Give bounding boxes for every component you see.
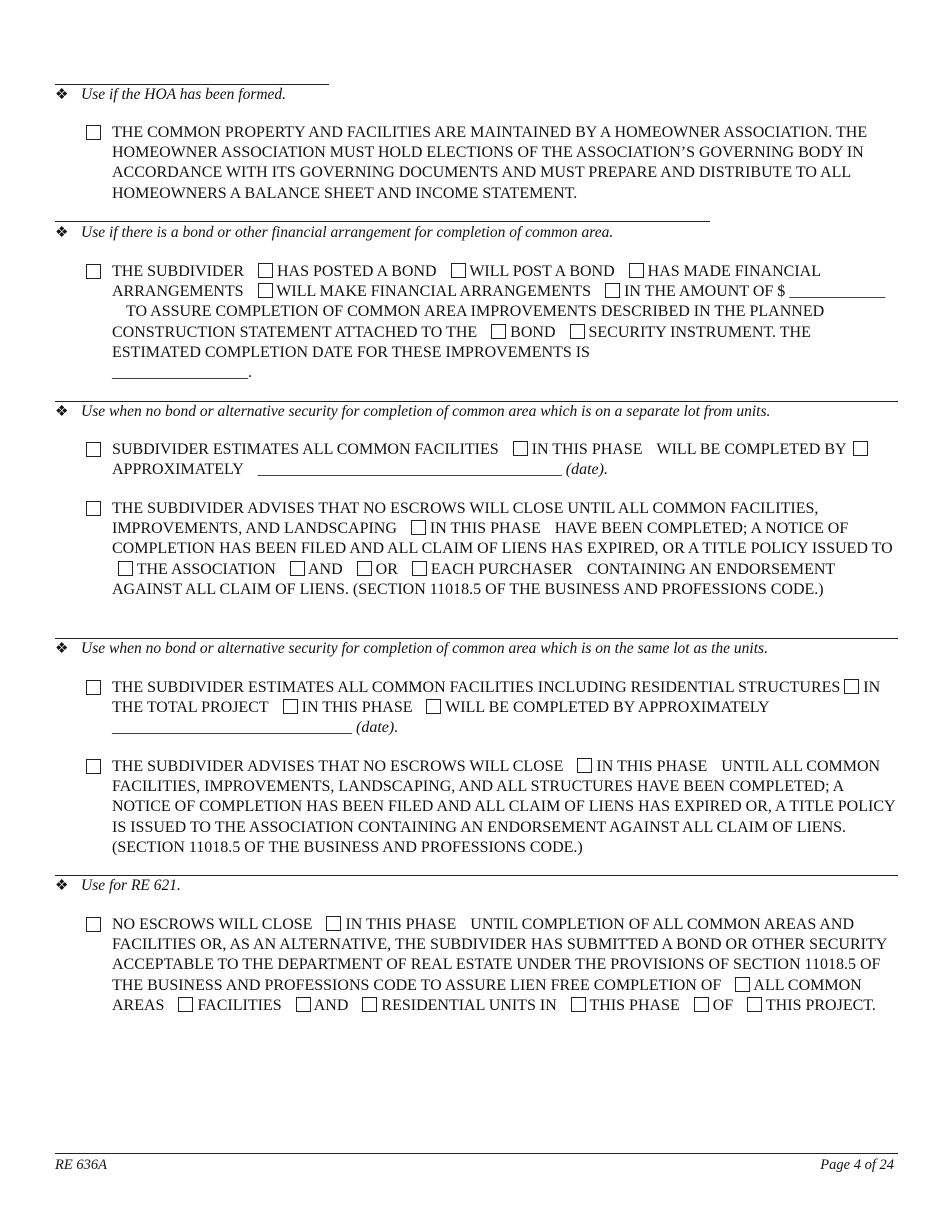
separate-escrow-phase-label: IN THIS PHASE <box>429 520 541 538</box>
same-completed-label: WILL BE COMPLETED BY APPROXIMATELY <box>445 699 769 717</box>
same-date-label: (date). <box>356 719 399 737</box>
bond-text <box>112 262 898 383</box>
re621-item <box>86 915 898 1016</box>
this-project-label: THIS PROJECT. <box>765 996 876 1014</box>
separate-approx-label: APPROXIMATELY <box>112 461 244 479</box>
residential-units-checkbox[interactable] <box>362 997 377 1012</box>
separate-estimate-checkbox[interactable] <box>86 442 101 457</box>
same-phase-checkbox[interactable] <box>283 699 298 714</box>
this-project-checkbox[interactable] <box>747 997 762 1012</box>
section-divider <box>55 221 710 222</box>
separate-phase-checkbox[interactable] <box>513 441 528 456</box>
bond-subdivider-label: THE SUBDIVIDER <box>112 263 244 280</box>
each-purchaser-checkbox[interactable] <box>412 561 427 576</box>
re621-checkbox[interactable] <box>86 917 101 932</box>
same-estimate-item <box>86 678 898 739</box>
diamond-bullet-icon: ❖ <box>55 641 69 657</box>
each-purchaser-label: EACH PURCHASER <box>430 560 573 578</box>
will-post-bond-label: WILL POST A BOND <box>469 263 615 280</box>
separate-escrow-checkbox[interactable] <box>86 501 101 516</box>
section-heading <box>55 876 900 896</box>
and-label: AND <box>307 560 343 578</box>
separate-estimate-text <box>112 440 898 480</box>
separate-escrow-item <box>86 499 898 600</box>
separate-phase-label: IN THIS PHASE <box>531 441 643 458</box>
this-phase-label: THIS PHASE <box>589 996 680 1014</box>
separate-estimate-label: SUBDIVIDER ESTIMATES ALL COMMON FACILITIES <box>112 441 499 458</box>
separate-escrow-phase-checkbox[interactable] <box>411 520 426 535</box>
or-checkbox[interactable] <box>357 561 372 576</box>
same-escrow-phase-checkbox[interactable] <box>577 758 592 773</box>
total-project-label: IN THE TOTAL PROJECT <box>112 679 881 717</box>
association-label: THE ASSOCIATION <box>136 560 276 578</box>
diamond-bullet-icon: ❖ <box>55 404 69 420</box>
has-posted-bond-checkbox[interactable] <box>258 263 273 278</box>
diamond-bullet-icon: ❖ <box>55 225 69 241</box>
same-completed-checkbox[interactable] <box>426 699 441 714</box>
section-heading <box>55 223 900 243</box>
security-instrument-checkbox[interactable] <box>570 324 585 339</box>
will-post-bond-checkbox[interactable] <box>451 263 466 278</box>
same-estimate-checkbox[interactable] <box>86 680 101 695</box>
re621-phase-label: IN THIS PHASE <box>345 916 457 933</box>
same-estimate-text <box>112 678 898 739</box>
amount-label: IN THE AMOUNT OF <box>624 283 774 301</box>
facilities-label: FACILITIES <box>197 996 282 1014</box>
all-common-areas-checkbox[interactable] <box>735 977 750 992</box>
amount-checkbox[interactable] <box>605 283 620 298</box>
separate-escrow-text <box>112 499 898 600</box>
bond-checkbox[interactable] <box>86 264 101 279</box>
same-date-blank[interactable]: ______________________________ <box>112 719 352 737</box>
footer-divider <box>55 1153 898 1154</box>
section-heading-text: Use when no bond or alternative security for completion of common area which is on a separate lot from units. <box>81 403 771 420</box>
bond-instrument-checkbox[interactable] <box>491 324 506 339</box>
re621-label: NO ESCROWS WILL CLOSE <box>112 916 313 933</box>
security-instrument-label: SECURITY INSTRUMENT. THE ESTIMATED COMPLETION DATE FOR THESE IMPROVEMENTS IS <box>112 323 811 361</box>
association-checkbox[interactable] <box>118 561 133 576</box>
facilities-checkbox[interactable] <box>178 997 193 1012</box>
separate-completed-label: WILL BE COMPLETED BY <box>656 441 847 458</box>
section-heading-text: Use when no bond or alternative security for completion of common area which is on the same lot as the units. <box>81 640 768 657</box>
section-heading-text: Use if the HOA has been formed. <box>81 86 287 103</box>
residential-units-label: RESIDENTIAL UNITS IN <box>381 996 557 1014</box>
separate-escrow-endorsement-text: CONTAINING AN ENDORSEMENT AGAINST ALL CLAIM OF LIENS. (SECTION 11018.5 OF THE BUSINESS AND PROFESSIONS CODE.) <box>112 560 835 598</box>
of-label: OF <box>712 996 734 1014</box>
separate-estimate-item <box>86 440 898 480</box>
bond-purpose-text: TO ASSURE COMPLETION OF COMMON AREA IMPROVEMENTS DESCRIBED IN THE PLANNED CONSTRUCTION STATEMENT ATTACHED TO THE <box>112 303 825 341</box>
hoa-checkbox[interactable] <box>86 125 101 140</box>
this-phase-checkbox[interactable] <box>571 997 586 1012</box>
section-heading <box>55 85 900 105</box>
diamond-bullet-icon: ❖ <box>55 87 69 103</box>
bond-period: . <box>248 364 252 382</box>
form-id: RE 636A <box>55 1157 107 1173</box>
separate-date-label: (date). <box>565 461 608 479</box>
same-escrow-phase-label: IN THIS PHASE <box>596 758 708 775</box>
completion-date-blank[interactable]: _________________ <box>112 364 248 382</box>
total-project-checkbox[interactable] <box>844 679 859 694</box>
re621-alternative-text: UNTIL COMPLETION OF ALL COMMON AREAS AND FACILITIES OR, AS AN ALTERNATIVE, THE SUBDIVIDER HAS SUBMITTED A BOND OR OTHER SECURITY ACCEPTABLE TO THE DEPARTMENT OF REAL ESTATE UNDER THE PROVISIONS OF SECTION 11018.5 OF THE BUSINESS AND PROFESSIONS CODE TO ASSURE LIEN FREE COMPLETION OF <box>112 916 887 994</box>
hoa-statement-item <box>86 123 898 204</box>
will-make-arrangements-label: WILL MAKE FINANCIAL ARRANGEMENTS <box>276 283 592 301</box>
has-made-arrangements-checkbox[interactable] <box>629 263 644 278</box>
separate-approx-checkbox[interactable] <box>853 441 868 456</box>
section-heading-text: Use if there is a bond or other financial arrangement for completion of common area. <box>81 224 614 241</box>
section-heading <box>55 402 900 422</box>
amount-blank[interactable]: ____________ <box>789 283 886 301</box>
has-made-arrangements-label: HAS MADE FINANCIAL ARRANGEMENTS <box>112 263 821 301</box>
will-make-arrangements-checkbox[interactable] <box>258 283 273 298</box>
re621-and-checkbox[interactable] <box>296 997 311 1012</box>
bond-item <box>86 262 898 383</box>
same-estimate-label: THE SUBDIVIDER ESTIMATES ALL COMMON FACILITIES INCLUDING RESIDENTIAL STRUCTURES <box>112 679 841 696</box>
same-escrow-label: THE SUBDIVIDER ADVISES THAT NO ESCROWS WILL CLOSE <box>112 758 564 775</box>
same-escrow-notice-text: UNTIL ALL COMMON FACILITIES, IMPROVEMENTS, LANDSCAPING, AND ALL STRUCTURES HAVE BEEN COMPLETED; A NOTICE OF COMPLETION HAS BEEN FILED AND ALL CLAIM OF LIENS HAS EXPIRED OR, A TITLE POLICY IS ISSUED TO THE ASSOCIATION CONTAINING AN ENDORSEMENT AGAINST ALL CLAIM OF LIENS. (SECTION 11018.5 OF THE BUSINESS AND PROFESSIONS CODE.) <box>112 758 895 856</box>
same-escrow-checkbox[interactable] <box>86 759 101 774</box>
of-checkbox[interactable] <box>694 997 709 1012</box>
has-posted-bond-label: HAS POSTED A BOND <box>277 263 437 280</box>
section-heading-text: Use for RE 621. <box>81 877 181 894</box>
hoa-statement-text: THE COMMON PROPERTY AND FACILITIES ARE MAINTAINED BY A HOMEOWNER ASSOCIATION. THE HOMEOWNER ASSOCIATION MUST HOLD ELECTIONS OF THE ASSOCIATION’S GOVERNING BODY IN ACCORDANCE WITH ITS GOVERNING DOCUMENTS AND MUST PREPARE AND DISTRIBUTE TO ALL HOMEOWNERS A BALANCE SHEET AND INCOME STATEMENT. <box>112 124 868 202</box>
page-number: Page 4 of 24 <box>820 1157 894 1173</box>
re621-phase-checkbox[interactable] <box>326 916 341 931</box>
separate-escrow-label: THE SUBDIVIDER ADVISES THAT NO ESCROWS WILL CLOSE UNTIL ALL COMMON FACILITIES, IMPROVEMENTS, AND LANDSCAPING <box>112 500 819 538</box>
re621-text <box>112 915 898 1016</box>
same-escrow-text <box>112 757 898 858</box>
dollar-sign: $ <box>777 283 786 301</box>
all-common-areas-label: ALL COMMON AREAS <box>112 976 862 1014</box>
separate-date-blank[interactable]: ______________________________________ <box>257 461 562 479</box>
diamond-bullet-icon: ❖ <box>55 878 69 894</box>
section-heading <box>55 639 900 659</box>
same-escrow-item <box>86 757 898 858</box>
and-checkbox[interactable] <box>290 561 305 576</box>
or-label: OR <box>375 560 398 578</box>
separate-escrow-notice-text: HAVE BEEN COMPLETED; A NOTICE OF COMPLETION HAS BEEN FILED AND ALL CLAIM OF LIENS HAS EXPIRED, OR A TITLE POLICY ISSUED TO <box>112 520 893 558</box>
same-phase-label: IN THIS PHASE <box>301 699 413 717</box>
re621-and-label: AND <box>313 996 349 1014</box>
bond-instrument-label: BOND <box>510 323 556 341</box>
